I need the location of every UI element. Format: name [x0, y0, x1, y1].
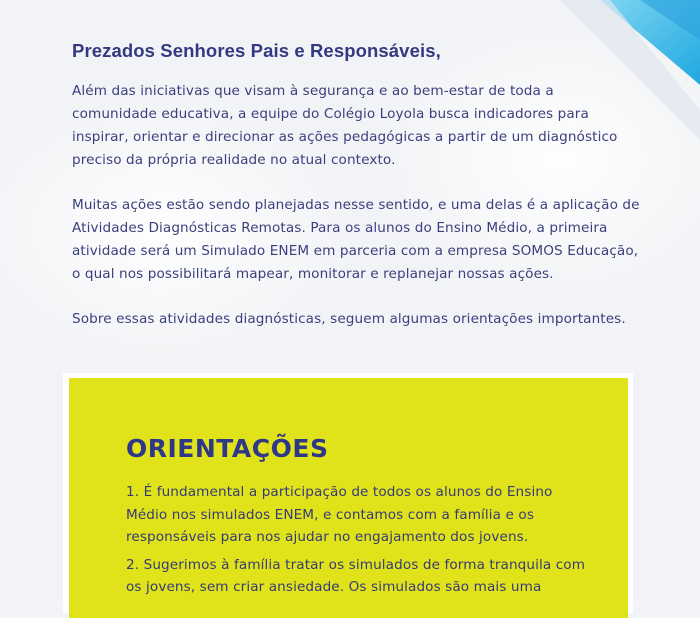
- letter-section: [72, 40, 642, 353]
- letter-paragraph: Além das iniciativas que visam à segurança e ao bem-estar de toda a comunidade educativa, a equipe do Colégio Loyola busca indicadores para inspirar, orientar e direcionar as ações pedagógicas a partir de um diagnóstico preciso da própria realidade no atual contexto.: [72, 83, 618, 168]
- greeting-heading: Prezados Senhores Pais e Responsáveis,: [72, 40, 441, 61]
- letter-paragraph: Sobre essas atividades diagnósticas, seguem algumas orientações importantes.: [72, 311, 626, 327]
- orientacoes-list: [126, 481, 596, 604]
- orientacao-item: 2. Sugerimos à família tratar os simulados de forma tranquila com os jovens, sem criar ansiedade. Os simulados são mais uma: [126, 556, 586, 595]
- orientacoes-title: ORIENTAÇÕES: [126, 434, 329, 463]
- orientacao-item: 1. É fundamental a participação de todos os alunos do Ensino Médio nos simulados ENEM, e contamos com a família e os responsáveis para nos ajudar no engajamento dos jovens.: [126, 484, 553, 545]
- letter-paragraph: Muitas ações estão sendo planejadas nesse sentido, e uma delas é a aplicação de Atividades Diagnósticas Remotas. Para os alunos do Ensino Médio, a primeira atividade será um Simulado ENEM em parceria com a empresa SOMOS Educação, o qual nos possibilitará mapear, monitorar e replanejar nossas ações.: [72, 197, 640, 282]
